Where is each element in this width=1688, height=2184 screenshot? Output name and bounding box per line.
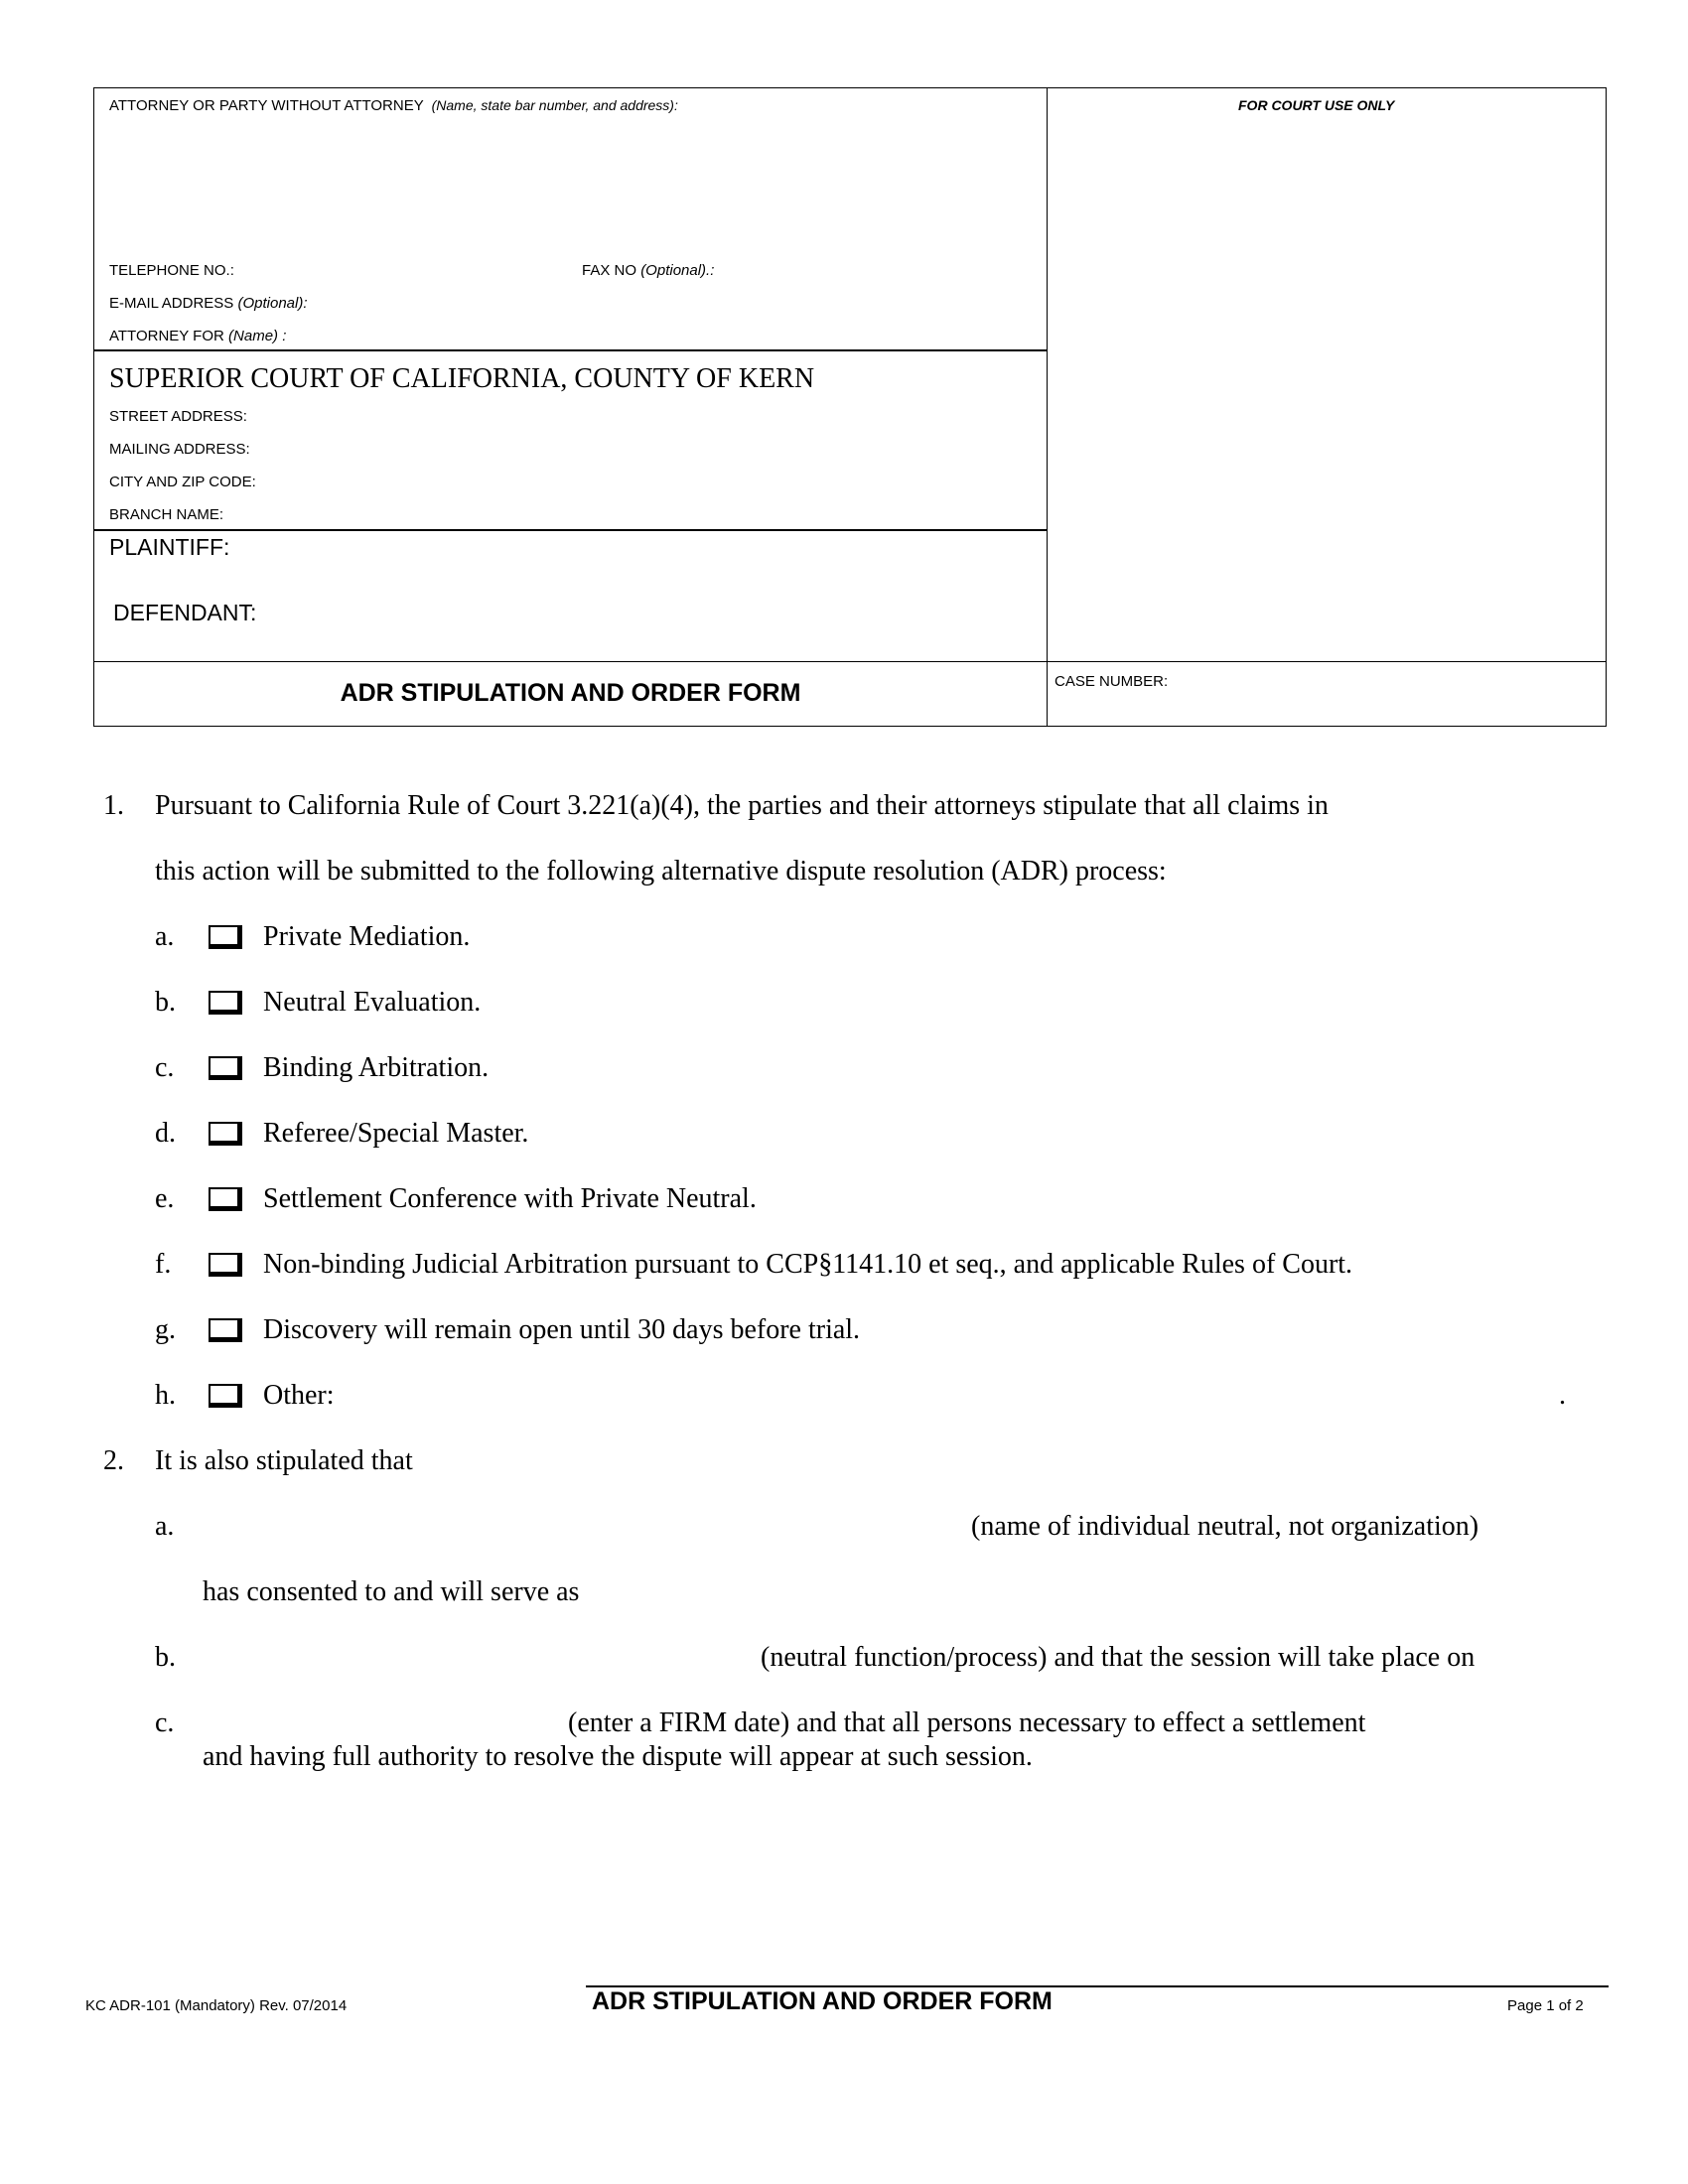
fax-input[interactable]: [735, 260, 1033, 280]
neutral-function-input[interactable]: [199, 1642, 755, 1676]
option-label: Private Mediation.: [263, 921, 471, 952]
court-use-area: [1055, 121, 1591, 647]
section1-line2: this action will be submitted to the following alternative dispute resolution (ADR) process:: [155, 856, 1167, 887]
section2-number: 2.: [103, 1445, 124, 1476]
option-label: Binding Arbitration.: [263, 1052, 490, 1083]
section2-c-letter: c.: [155, 1707, 175, 1738]
option-checkbox-binding-arbitration[interactable]: [209, 1056, 242, 1080]
defendant-input[interactable]: [278, 600, 1033, 627]
attorney-label: [109, 97, 678, 114]
attorney-input-area[interactable]: [109, 121, 1033, 250]
option-label: Non-binding Judicial Arbitration pursuant to CCP§1141.10 et seq., and applicable Rules of Court.: [263, 1249, 1353, 1280]
attorney-for-label: [109, 328, 286, 344]
neutral-name-input[interactable]: [199, 1511, 963, 1545]
other-end-period: .: [1559, 1380, 1566, 1411]
section1-line1: Pursuant to California Rule of Court 3.221(a)(4), the parties and their attorneys stipulate that all claims in: [155, 790, 1329, 821]
attorney-for-label-hint: (Name) :: [228, 328, 287, 344]
city-zip-input[interactable]: [288, 472, 1033, 491]
option-checkbox-judicial-arbitration[interactable]: [209, 1253, 242, 1277]
option-letter: d.: [155, 1118, 176, 1149]
attorney-label-hint: (Name, state bar number, and address):: [431, 97, 678, 113]
email-label-hint: (Optional):: [237, 295, 308, 312]
fax-label-text: FAX NO: [582, 262, 637, 279]
option-letter: e.: [155, 1183, 175, 1214]
section2-b-letter: b.: [155, 1642, 176, 1673]
section2-a-text: (name of individual neutral, not organization): [971, 1511, 1479, 1542]
section2-a-letter: a.: [155, 1511, 175, 1542]
option-checkbox-private-mediation[interactable]: [209, 925, 242, 949]
email-label: [109, 295, 308, 312]
option-letter: f.: [155, 1249, 172, 1280]
branch-name-input[interactable]: [248, 504, 1033, 524]
section2-c-text: (enter a FIRM date) and that all persons necessary to effect a settlement: [568, 1707, 1366, 1738]
option-checkbox-settlement-conference[interactable]: [209, 1187, 242, 1211]
option-letter: b.: [155, 987, 176, 1018]
section2-b-text: (neutral function/process) and that the session will take place on: [761, 1642, 1476, 1673]
court-name: SUPERIOR COURT OF CALIFORNIA, COUNTY OF KERN: [109, 363, 815, 394]
option-letter: c.: [155, 1052, 175, 1083]
fax-label-hint: (Optional).:: [640, 262, 715, 279]
street-address-input[interactable]: [278, 406, 1033, 426]
section1-number: 1.: [103, 790, 124, 821]
section2-intro: It is also stipulated that: [155, 1445, 413, 1476]
mailing-address-input[interactable]: [278, 439, 1033, 459]
caption-divider-vertical: [1047, 87, 1048, 727]
option-checkbox-neutral-evaluation[interactable]: [209, 991, 242, 1015]
attorney-label-text: ATTORNEY OR PARTY WITHOUT ATTORNEY: [109, 97, 424, 114]
section2-c-text2: and having full authority to resolve the dispute will appear at such session.: [203, 1741, 1033, 1772]
plaintiff-label: PLAINTIFF:: [109, 534, 230, 560]
option-label: Other:: [263, 1380, 335, 1411]
footer-page: Page 1 of 2: [1507, 1997, 1584, 2014]
session-date-input[interactable]: [199, 1707, 561, 1741]
option-letter: a.: [155, 921, 175, 952]
section2-consent-text: has consented to and will serve as: [203, 1576, 580, 1607]
case-number-label: CASE NUMBER:: [1055, 673, 1169, 690]
option-checkbox-referee-special-master[interactable]: [209, 1122, 242, 1146]
option-letter: g.: [155, 1314, 176, 1345]
email-input[interactable]: [338, 293, 1033, 313]
form-title: ADR STIPULATION AND ORDER FORM: [340, 679, 801, 707]
attorney-for-label-text: ATTORNEY FOR: [109, 328, 224, 344]
option-label: Discovery will remain open until 30 days before trial.: [263, 1314, 861, 1345]
option-checkbox-discovery-open[interactable]: [209, 1318, 242, 1342]
email-label-text: E-MAIL ADDRESS: [109, 295, 234, 312]
telephone-label: TELEPHONE NO.:: [109, 262, 234, 279]
title-row-divider: [93, 661, 1607, 662]
option-checkbox-other[interactable]: [209, 1384, 242, 1408]
plaintiff-input[interactable]: [248, 534, 1033, 562]
mailing-address-label: MAILING ADDRESS:: [109, 441, 250, 458]
option-label: Settlement Conference with Private Neutral.: [263, 1183, 757, 1214]
option-label: Neutral Evaluation.: [263, 987, 482, 1018]
branch-name-label: BRANCH NAME:: [109, 506, 224, 523]
other-input[interactable]: [348, 1380, 1554, 1414]
case-number-input[interactable]: [1055, 695, 1591, 721]
option-label: Referee/Special Master.: [263, 1118, 529, 1149]
footer-title: ADR STIPULATION AND ORDER FORM: [592, 1987, 1053, 2015]
city-zip-label: CITY AND ZIP CODE:: [109, 474, 256, 490]
fax-label: [582, 262, 714, 279]
telephone-input[interactable]: [248, 260, 566, 280]
court-section-divider: [93, 529, 1048, 531]
court-use-label: FOR COURT USE ONLY: [1238, 97, 1395, 113]
street-address-label: STREET ADDRESS:: [109, 408, 247, 425]
attorney-section-divider: [93, 349, 1048, 351]
option-letter: h.: [155, 1380, 176, 1411]
defendant-label: DEFENDANT:: [113, 600, 257, 625]
footer-form-id: KC ADR-101 (Mandatory) Rev. 07/2014: [85, 1997, 348, 2014]
attorney-for-input[interactable]: [318, 326, 1033, 345]
